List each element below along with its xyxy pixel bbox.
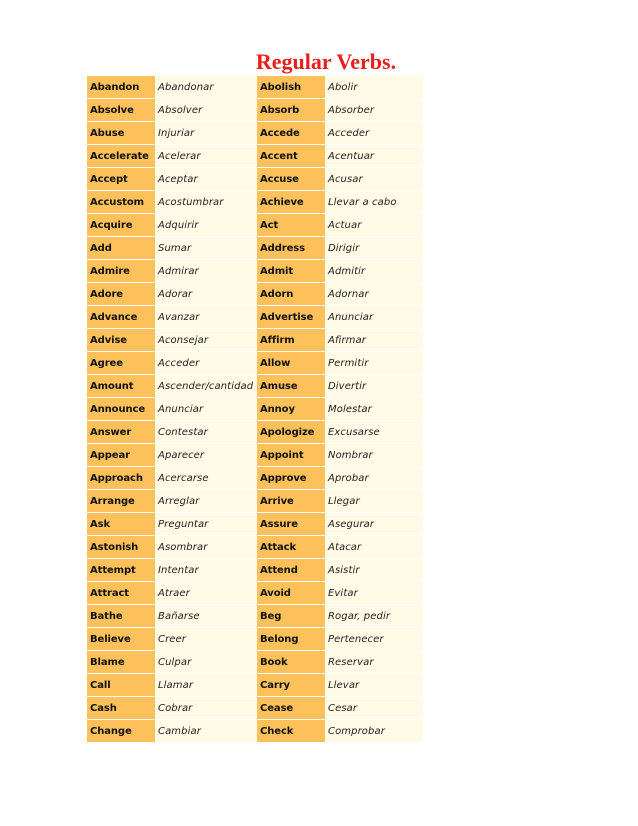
english-verb-cell: Attack (257, 536, 325, 559)
english-verb-cell: Carry (257, 674, 325, 697)
spanish-translation-cell: Admirar (155, 260, 257, 283)
english-verb-cell: Approach (87, 467, 155, 490)
table-row (87, 720, 423, 743)
english-verb-cell: Adorn (257, 283, 325, 306)
english-verb-cell: Beg (257, 605, 325, 628)
spanish-translation-cell: Aconsejar (155, 329, 257, 352)
spanish-translation-cell: Comprobar (325, 720, 423, 743)
table-row (87, 674, 423, 697)
english-verb-cell: Acquire (87, 214, 155, 237)
spanish-translation-cell: Acostumbrar (155, 191, 257, 214)
spanish-translation-cell: Absorber (325, 99, 423, 122)
table-row (87, 490, 423, 513)
spanish-translation-cell: Avanzar (155, 306, 257, 329)
spanish-translation-cell: Adquirir (155, 214, 257, 237)
english-verb-cell: Call (87, 674, 155, 697)
spanish-translation-cell: Aprobar (325, 467, 423, 490)
spanish-translation-cell: Permitir (325, 352, 423, 375)
table-row (87, 605, 423, 628)
spanish-translation-cell: Divertir (325, 375, 423, 398)
spanish-translation-cell: Adorar (155, 283, 257, 306)
spanish-translation-cell: Llevar (325, 674, 423, 697)
english-verb-cell: Apologize (257, 421, 325, 444)
spanish-translation-cell: Rogar, pedir (325, 605, 423, 628)
table-row (87, 651, 423, 674)
spanish-translation-cell: Excusarse (325, 421, 423, 444)
spanish-translation-cell: Evitar (325, 582, 423, 605)
english-verb-cell: Accustom (87, 191, 155, 214)
spanish-translation-cell: Contestar (155, 421, 257, 444)
english-verb-cell: Amuse (257, 375, 325, 398)
english-verb-cell: Change (87, 720, 155, 743)
english-verb-cell: Act (257, 214, 325, 237)
table-row (87, 214, 423, 237)
english-verb-cell: Abolish (257, 76, 325, 99)
table-row (87, 145, 423, 168)
english-verb-cell: Admit (257, 260, 325, 283)
table-row (87, 329, 423, 352)
english-verb-cell: Address (257, 237, 325, 260)
spanish-translation-cell: Cesar (325, 697, 423, 720)
table-row (87, 467, 423, 490)
spanish-translation-cell: Acercarse (155, 467, 257, 490)
english-verb-cell: Book (257, 651, 325, 674)
spanish-translation-cell: Aceptar (155, 168, 257, 191)
spanish-translation-cell: Nombrar (325, 444, 423, 467)
page-title-text: Regular Verbs. (255, 49, 397, 74)
spanish-translation-cell: Asistir (325, 559, 423, 582)
spanish-translation-cell: Absolver (155, 99, 257, 122)
english-verb-cell: Agree (87, 352, 155, 375)
spanish-translation-cell: Creer (155, 628, 257, 651)
english-verb-cell: Absorb (257, 99, 325, 122)
spanish-translation-cell: Llegar (325, 490, 423, 513)
english-verb-cell: Arrive (257, 490, 325, 513)
english-verb-cell: Avoid (257, 582, 325, 605)
spanish-translation-cell: Aparecer (155, 444, 257, 467)
spanish-translation-cell: Adornar (325, 283, 423, 306)
spanish-translation-cell: Sumar (155, 237, 257, 260)
english-verb-cell: Absolve (87, 99, 155, 122)
verbs-table-body (87, 76, 423, 743)
spanish-translation-cell: Culpar (155, 651, 257, 674)
english-verb-cell: Advance (87, 306, 155, 329)
english-verb-cell: Arrange (87, 490, 155, 513)
english-verb-cell: Announce (87, 398, 155, 421)
english-verb-cell: Accede (257, 122, 325, 145)
table-row (87, 76, 423, 99)
spanish-translation-cell: Pertenecer (325, 628, 423, 651)
english-verb-cell: Blame (87, 651, 155, 674)
english-verb-cell: Accelerate (87, 145, 155, 168)
english-verb-cell: Cash (87, 697, 155, 720)
english-verb-cell: Allow (257, 352, 325, 375)
english-verb-cell: Check (257, 720, 325, 743)
table-row (87, 697, 423, 720)
spanish-translation-cell: Bañarse (155, 605, 257, 628)
spanish-translation-cell: Molestar (325, 398, 423, 421)
spanish-translation-cell: Acceder (325, 122, 423, 145)
english-verb-cell: Affirm (257, 329, 325, 352)
table-row (87, 444, 423, 467)
english-verb-cell: Accent (257, 145, 325, 168)
english-verb-cell: Approve (257, 467, 325, 490)
english-verb-cell: Accuse (257, 168, 325, 191)
english-verb-cell: Admire (87, 260, 155, 283)
english-verb-cell: Appoint (257, 444, 325, 467)
spanish-translation-cell: Anunciar (155, 398, 257, 421)
spanish-translation-cell: Abolir (325, 76, 423, 99)
spanish-translation-cell: Llevar a cabo (325, 191, 423, 214)
spanish-translation-cell: Admitir (325, 260, 423, 283)
table-row (87, 191, 423, 214)
english-verb-cell: Attempt (87, 559, 155, 582)
english-verb-cell: Attract (87, 582, 155, 605)
table-row (87, 122, 423, 145)
spanish-translation-cell: Arreglar (155, 490, 257, 513)
table-row (87, 168, 423, 191)
english-verb-cell: Astonish (87, 536, 155, 559)
english-verb-cell: Accept (87, 168, 155, 191)
table-row (87, 559, 423, 582)
spanish-translation-cell: Asegurar (325, 513, 423, 536)
table-row (87, 628, 423, 651)
english-verb-cell: Appear (87, 444, 155, 467)
table-row (87, 398, 423, 421)
spanish-translation-cell: Acentuar (325, 145, 423, 168)
english-verb-cell: Attend (257, 559, 325, 582)
spanish-translation-cell: Atraer (155, 582, 257, 605)
spanish-translation-cell: Intentar (155, 559, 257, 582)
table-row (87, 99, 423, 122)
english-verb-cell: Cease (257, 697, 325, 720)
spanish-translation-cell: Injuriar (155, 122, 257, 145)
english-verb-cell: Abandon (87, 76, 155, 99)
table-row (87, 421, 423, 444)
spanish-translation-cell: Reservar (325, 651, 423, 674)
table-row (87, 375, 423, 398)
english-verb-cell: Believe (87, 628, 155, 651)
page-title (0, 50, 638, 74)
spanish-translation-cell: Anunciar (325, 306, 423, 329)
table-row (87, 306, 423, 329)
spanish-translation-cell: Cobrar (155, 697, 257, 720)
english-verb-cell: Assure (257, 513, 325, 536)
english-verb-cell: Add (87, 237, 155, 260)
english-verb-cell: Achieve (257, 191, 325, 214)
table-row (87, 237, 423, 260)
english-verb-cell: Ask (87, 513, 155, 536)
english-verb-cell: Amount (87, 375, 155, 398)
spanish-translation-cell: Preguntar (155, 513, 257, 536)
spanish-translation-cell: Atacar (325, 536, 423, 559)
english-verb-cell: Belong (257, 628, 325, 651)
english-verb-cell: Advise (87, 329, 155, 352)
spanish-translation-cell: Acelerar (155, 145, 257, 168)
verbs-table (87, 76, 423, 743)
english-verb-cell: Answer (87, 421, 155, 444)
spanish-translation-cell: Actuar (325, 214, 423, 237)
table-row (87, 283, 423, 306)
english-verb-cell: Abuse (87, 122, 155, 145)
spanish-translation-cell: Cambiar (155, 720, 257, 743)
spanish-translation-cell: Asombrar (155, 536, 257, 559)
table-row (87, 260, 423, 283)
table-row (87, 536, 423, 559)
spanish-translation-cell: Llamar (155, 674, 257, 697)
table-row (87, 582, 423, 605)
spanish-translation-cell: Dirigir (325, 237, 423, 260)
english-verb-cell: Annoy (257, 398, 325, 421)
table-row (87, 513, 423, 536)
spanish-translation-cell: Afirmar (325, 329, 423, 352)
english-verb-cell: Advertise (257, 306, 325, 329)
spanish-translation-cell: Abandonar (155, 76, 257, 99)
spanish-translation-cell: Ascender/cantidad (155, 375, 257, 398)
table-row (87, 352, 423, 375)
english-verb-cell: Adore (87, 283, 155, 306)
english-verb-cell: Bathe (87, 605, 155, 628)
spanish-translation-cell: Acusar (325, 168, 423, 191)
spanish-translation-cell: Acceder (155, 352, 257, 375)
